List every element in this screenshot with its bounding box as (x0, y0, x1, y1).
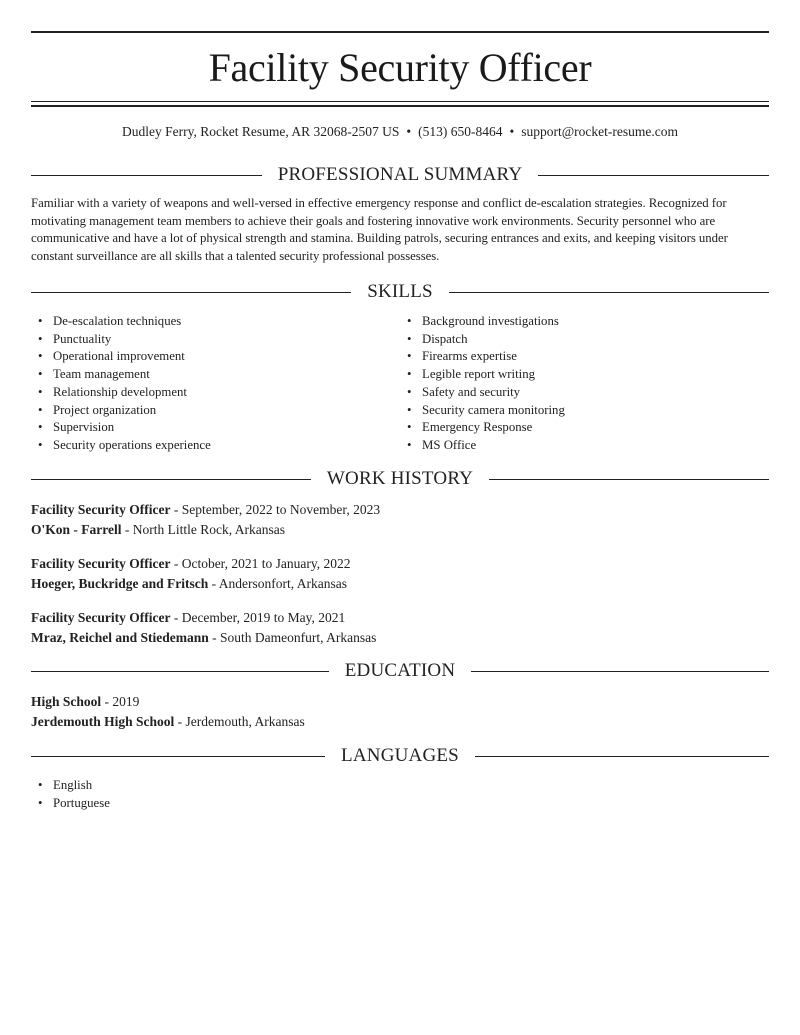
language-item: • Portuguese (31, 795, 769, 813)
work-entry (31, 608, 769, 648)
company-name: Hoeger, Buckridge and Fritsch (31, 576, 209, 591)
work-entry (31, 500, 769, 540)
job-location: - Andersonfort, Arkansas (208, 576, 347, 591)
skill-item: • Relationship development (31, 384, 400, 402)
language-item: • English (31, 777, 769, 795)
separator: • (509, 124, 515, 139)
skills-column-left (31, 313, 400, 455)
skill-item: • Background investigations (400, 313, 769, 331)
skill-item: • Emergency Response (400, 419, 769, 437)
skill-item: • Dispatch (400, 331, 769, 349)
company-name: Mraz, Reichel and Stiedemann (31, 630, 209, 645)
section-title: SKILLS (367, 281, 433, 302)
title-rule-thick (31, 105, 769, 107)
skill-item: • Legible report writing (400, 366, 769, 384)
job-dates: - December, 2019 to May, 2021 (170, 610, 346, 625)
job-title: Facility Security Officer (31, 610, 171, 625)
skill-item: • Operational improvement (31, 348, 400, 366)
skill-item: • Supervision (31, 419, 400, 437)
separator: • (406, 124, 412, 139)
work-history (31, 500, 769, 662)
contact-address: Dudley Ferry, Rocket Resume, AR 32068-2507 US (122, 124, 400, 139)
section-heading-work (31, 467, 769, 491)
contact-email: support@rocket-resume.com (521, 124, 678, 139)
section-title: PROFESSIONAL SUMMARY (277, 164, 523, 185)
page-title: Facility Security Officer (208, 45, 592, 90)
skill-item: • De-escalation techniques (31, 313, 400, 331)
work-entry (31, 554, 769, 594)
title-rule-thin (31, 101, 769, 102)
job-title: Facility Security Officer (31, 556, 171, 571)
job-location: - South Dameonfurt, Arkansas (208, 630, 377, 645)
skill-item: • Safety and security (400, 384, 769, 402)
section-heading-languages (31, 744, 769, 768)
contact-phone: (513) 650-8464 (418, 124, 503, 139)
education-school: Jerdemouth High School (31, 714, 175, 729)
summary-text: Familiar with a variety of weapons and well-versed in effective emergency response and conflict de-escalation strategies. Recognized for motivating management team members to achieve their goals and fostering innovative work environments. Security personnel who are communicative and have a lot of physical strength and stamina. Building patrols, securing entrances and exits, and keeping visitors under constant surveillance are all skills that a talented security professional possesses. (31, 196, 728, 263)
skill-item: • MS Office (400, 437, 769, 455)
skills-list (31, 313, 769, 455)
education-degree: High School (31, 694, 102, 709)
section-heading-education (31, 659, 769, 683)
skill-item: • Security camera monitoring (400, 402, 769, 420)
skills-column-right (400, 313, 769, 455)
skill-item: • Punctuality (31, 331, 400, 349)
languages-list (31, 777, 769, 812)
job-dates: - September, 2022 to November, 2023 (170, 502, 381, 517)
skill-item: • Security operations experience (31, 437, 400, 455)
skill-item: • Project organization (31, 402, 400, 420)
skill-item: • Team management (31, 366, 400, 384)
job-dates: - October, 2021 to January, 2022 (170, 556, 351, 571)
section-heading-skills (31, 280, 769, 304)
education-year: - 2019 (101, 694, 140, 709)
education-location: - Jerdemouth, Arkansas (174, 714, 305, 729)
job-location: - North Little Rock, Arkansas (121, 522, 285, 537)
job-title: Facility Security Officer (31, 502, 171, 517)
section-title: LANGUAGES (341, 745, 459, 766)
top-rule (31, 31, 769, 33)
contact-line (31, 124, 769, 140)
section-title: WORK HISTORY (326, 468, 474, 489)
education-entry (31, 692, 769, 732)
section-heading-summary (31, 163, 769, 187)
company-name: O'Kon - Farrell (31, 522, 122, 537)
skill-item: • Firearms expertise (400, 348, 769, 366)
section-title: EDUCATION (344, 660, 456, 681)
